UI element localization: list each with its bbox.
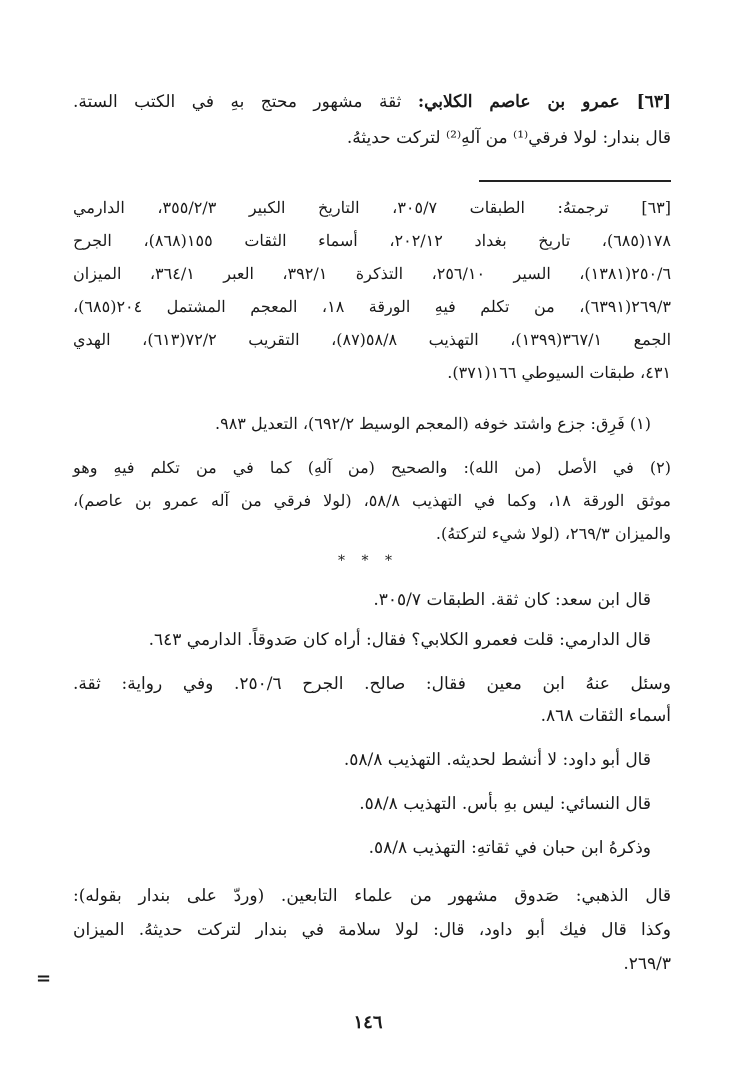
footnote-2-line: (٢) في الأصل (من الله): والصحيح (من آلهِ) كما في من تكلم فيهِ وهو xyxy=(73,458,671,477)
sources-line: [٦٣] ترجمتهُ: الطبقات ٣٠٥/٧، التاريخ الكبير ٣٥٥/٢/٣، الدارمي xyxy=(73,198,672,217)
statement-nasai: قال النسائي: ليس بهِ بأس. التهذيب ٥٨/٨. xyxy=(359,794,651,814)
sources-line: ٢٦٩/٣(٦٣٩١)، من تكلم فيهِ الورقة ١٨، المعجم المشتمل ٢٠٤(٦٨٥)، xyxy=(73,297,671,316)
statement-dhahabi-end: ٢٦٩/٣. xyxy=(623,954,671,974)
sources-line: ٤٣١، طبقات السيوطي ١٦٦(٣٧١). xyxy=(447,363,671,382)
entry-line-2: قال بندار: لولا فرقي⁽¹⁾ من آلهِ⁽²⁾ لتركت حديثهُ. xyxy=(346,128,671,148)
footnote-2-line: موثق الورقة ١٨، وكما في التهذيب ٥٨/٨، (لولا فرقي من آله عمرو بن عاصم)، xyxy=(73,491,672,510)
entry-heading: [٦٣] عمرو بن عاصم الكلابي: xyxy=(417,92,671,112)
sources-line: ١٧٨(٦٨٥)، تاريخ بغداد ٢٠٢/١٢، أسماء الثقات ١٥٥(٨٦٨)، الجرح xyxy=(73,231,672,250)
statement-ibn-hibban: وذكرهُ ابن حبان في ثقاتهِ: التهذيب ٥٨/٨. xyxy=(368,838,651,858)
statement-darimi: قال الدارمي: قلت فعمرو الكلابي؟ فقال: أراه كان صَدوقاً. الدارمي ٦٤٣. xyxy=(148,630,651,650)
section-separator: * * * xyxy=(338,553,398,569)
statement-ibn-saad: قال ابن سعد: كان ثقة. الطبقات ٣٠٥/٧. xyxy=(373,590,651,610)
statement-abu-dawud: قال أبو داود: لا أنشط لحديثه. التهذيب ٥٨/٨. xyxy=(343,750,651,770)
footnote-1: (١) فَرِق: جزع واشتد خوفه (المعجم الوسيط ٦٩٢/٢)، التعديل ٩٨٣. xyxy=(215,414,651,433)
statement-dhahabi: قال الذهبي: صَدوق مشهور من علماء التابعين. (وردّ على بندار بقوله): xyxy=(73,886,671,906)
continuation-mark: = xyxy=(36,968,52,989)
page-number: ١٤٦ xyxy=(353,1012,383,1033)
footnote-rule xyxy=(479,180,671,182)
statement-ibn-maeen: وسئل عنهُ ابن معين فقال: صالح. الجرح ٢٥٠/٦. وفي رواية: ثقة. xyxy=(73,674,671,694)
entry-line-1-text: ثقة مشهور محتج بهِ في الكتب الستة. xyxy=(73,92,418,112)
statement-dhahabi-cont: وكذا قال فيك أبو داود، قال: لولا سلامة في بندار لتركت حديثهُ. الميزان xyxy=(73,920,671,940)
entry-line-1 xyxy=(73,92,671,112)
statement-ibn-maeen-cont: أسماء الثقات ٨٦٨. xyxy=(540,706,671,726)
sources-line: الجمع ٣٦٧/١(١٣٩٩)، التهذيب ٥٨/٨(٨٧)، التقريب ٧٢/٢(٦١٣)، الهدي xyxy=(73,330,672,349)
sources-line: ٢٥٠/٦(١٣٨١)، السير ٢٥٦/١٠، التذكرة ٣٩٢/١، العبر ٣٦٤/١، الميزان xyxy=(73,264,672,283)
footnote-2-line: والميزان ٢٦٩/٣، (لولا شيء لتركتهُ). xyxy=(435,524,671,543)
